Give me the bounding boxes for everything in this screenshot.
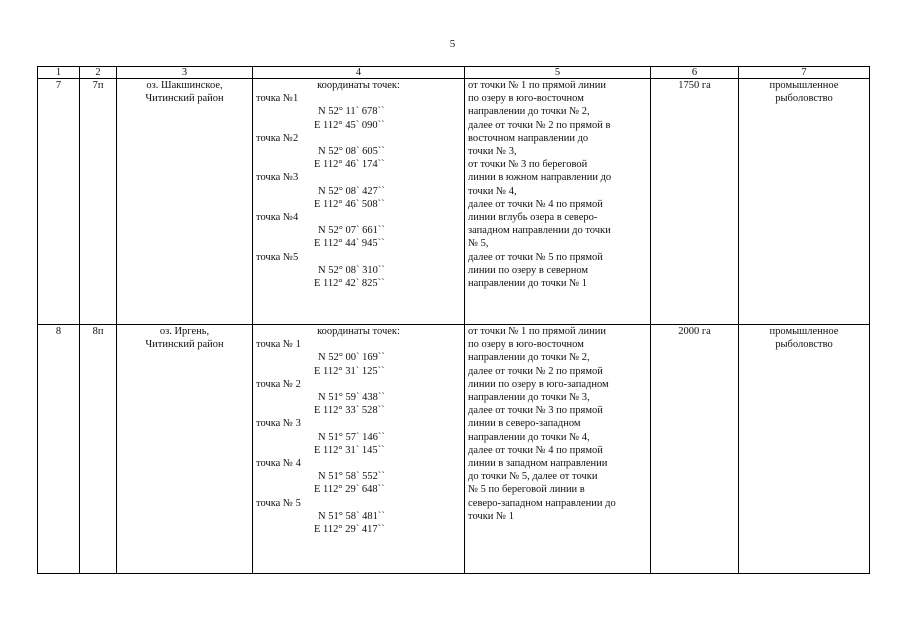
point-latitude: N 51° 57` 146`` (318, 431, 385, 443)
usage-purpose-cell (739, 79, 870, 325)
point-longitude: E 112° 46` 174`` (314, 159, 385, 171)
point-longitude: E 112° 42` 825`` (314, 278, 385, 290)
purpose-line: рыболовство (775, 339, 833, 351)
description-line: линии в северо-западном (468, 418, 581, 430)
purpose-line: рыболовство (775, 93, 833, 105)
description-line: № 5 по береговой линии в (468, 484, 585, 496)
description-line: далее от точки № 5 по прямой (468, 251, 603, 263)
description-line: далее от точки № 3 по прямой (468, 405, 603, 417)
description-line: по озеру в юго-восточном (468, 339, 584, 351)
description-line: северо-западном направлении до (468, 497, 616, 509)
point-longitude: E 112° 44` 945`` (314, 238, 385, 250)
point-latitude: N 51° 58` 481`` (318, 510, 385, 522)
description-line: линии в западном направлении (468, 458, 608, 470)
point-longitude: E 112° 45` 090`` (314, 119, 385, 131)
point-longitude: E 112° 46` 508`` (314, 198, 385, 210)
description-line: от точки № 1 по прямой линии (468, 326, 606, 337)
point-latitude: N 52° 11` 678`` (318, 106, 385, 118)
area-code: 8п (80, 325, 117, 574)
description-line: западном направлении до точки (468, 225, 611, 237)
boundary-description-cell (465, 79, 651, 325)
column-header: 5 (465, 67, 651, 79)
location-line: оз. Шакшинское, (146, 80, 223, 91)
point-label: точка № 4 (256, 458, 301, 470)
point-label: точка № 2 (256, 378, 301, 390)
description-line: линии по озеру в северном (468, 264, 589, 276)
purpose-line: промышленное (769, 326, 839, 337)
point-label: точка №2 (256, 132, 299, 144)
description-line: линии в южном направлении до (468, 172, 612, 184)
row-number: 8 (38, 325, 80, 574)
description-line: от точки № 1 по прямой линии (468, 80, 606, 91)
coordinates-header: координаты точек: (317, 326, 400, 337)
description-line: линии вглубь озера в северо- (468, 212, 598, 224)
description-line: далее от точки № 2 по прямой (468, 365, 603, 377)
description-line: направлении до точки № 4, (468, 431, 590, 443)
location-line: Читинский район (145, 339, 224, 351)
point-longitude: E 112° 33` 528`` (314, 405, 385, 417)
description-line: точки № 3, (468, 146, 517, 158)
point-latitude: N 52° 08` 605`` (318, 146, 385, 158)
area-size: 2000 га (651, 325, 739, 574)
location-line: Читинский район (145, 93, 224, 105)
point-label: точка №4 (256, 212, 299, 224)
page-number: 5 (449, 38, 456, 50)
column-header: 4 (253, 67, 465, 79)
coordinates-cell (253, 79, 465, 325)
description-line: далее от точки № 4 по прямой (468, 444, 603, 456)
table-header-row (38, 67, 870, 79)
table-row (38, 79, 870, 325)
description-line: направлении до точки № 2, (468, 352, 590, 364)
column-header: 1 (38, 67, 80, 79)
description-line: № 5, (468, 238, 489, 250)
point-latitude: N 51° 58` 552`` (318, 471, 385, 483)
column-header: 2 (80, 67, 117, 79)
point-label: точка №3 (256, 172, 299, 184)
usage-purpose-cell (739, 325, 870, 574)
point-longitude: E 112° 29` 648`` (314, 484, 385, 496)
description-line: направлении до точки № 1 (468, 278, 588, 290)
point-latitude: N 52° 00` 169`` (318, 352, 385, 364)
fishing-areas-table (37, 66, 870, 574)
point-latitude: N 52° 08` 310`` (318, 264, 385, 276)
description-line: точки № 1 (468, 510, 514, 522)
point-longitude: E 112° 31` 125`` (314, 365, 385, 377)
coordinates-cell (253, 325, 465, 574)
description-line: точки № 4, (468, 185, 517, 197)
boundary-description-cell (465, 325, 651, 574)
point-latitude: N 52° 07` 661`` (318, 225, 385, 237)
description-line: направлении до точки № 3, (468, 392, 590, 404)
column-header: 6 (651, 67, 739, 79)
point-label: точка № 1 (256, 339, 301, 351)
area-size: 1750 га (651, 79, 739, 325)
location-cell (117, 325, 253, 574)
description-line: далее от точки № 4 по прямой (468, 198, 603, 210)
description-line: восточном направлении до (468, 132, 589, 144)
point-latitude: N 51° 59` 438`` (318, 392, 385, 404)
description-line: от точки № 3 по береговой (468, 159, 588, 171)
point-label: точка №1 (256, 93, 299, 105)
table-row (38, 325, 870, 574)
location-cell (117, 79, 253, 325)
point-label: точка № 3 (256, 418, 301, 430)
column-header: 3 (117, 67, 253, 79)
point-label: точка № 5 (256, 497, 301, 509)
point-longitude: E 112° 29` 417`` (314, 524, 385, 536)
point-longitude: E 112° 31` 145`` (314, 444, 385, 456)
row-number: 7 (38, 79, 80, 325)
purpose-line: промышленное (769, 80, 839, 91)
coordinates-header: координаты точек: (317, 80, 400, 91)
area-code: 7п (80, 79, 117, 325)
point-latitude: N 52° 08` 427`` (318, 185, 385, 197)
description-line: линии по озеру в юго-западном (468, 378, 609, 390)
description-line: до точки № 5, далее от точки (468, 471, 598, 483)
location-line: оз. Иргень, (159, 326, 210, 337)
point-label: точка №5 (256, 251, 299, 263)
description-line: далее от точки № 2 по прямой в (468, 119, 611, 131)
column-header: 7 (739, 67, 870, 79)
description-line: направлении до точки № 2, (468, 106, 590, 118)
description-line: по озеру в юго-восточном (468, 93, 584, 105)
